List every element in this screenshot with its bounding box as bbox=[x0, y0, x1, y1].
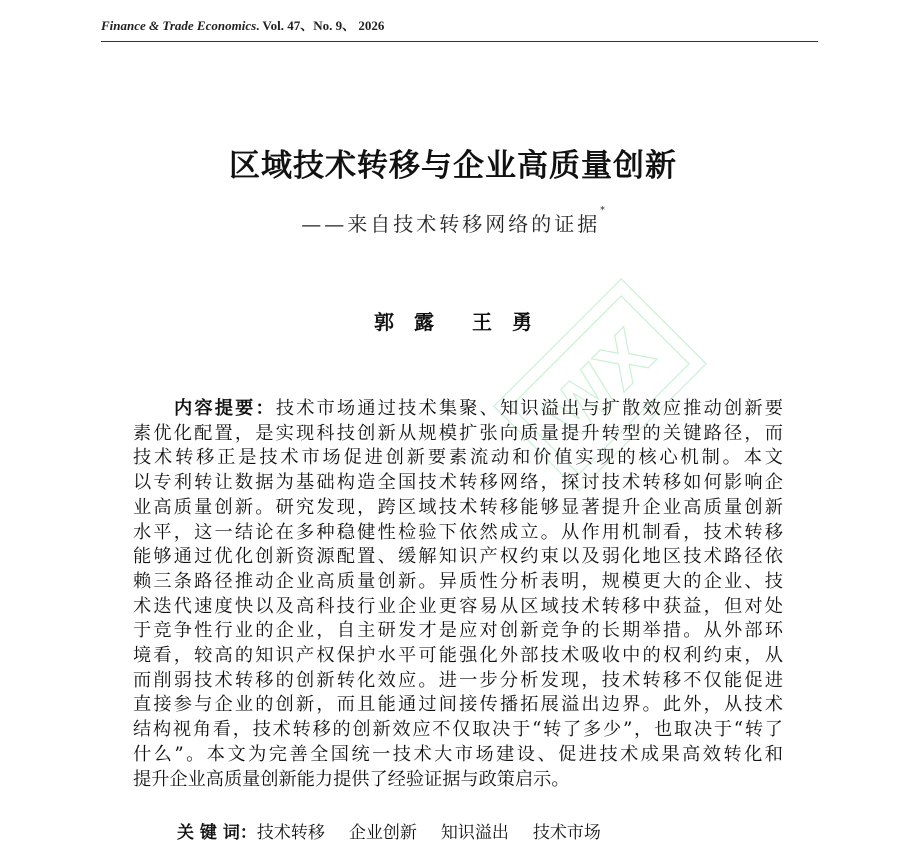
article-title: 区域技术转移与企业高质量创新 bbox=[229, 148, 677, 184]
footnote-mark: * bbox=[600, 206, 605, 216]
abstract-line: 术迭代速度快以及高科技行业企业更容易从区域技术转移中获益，但对处 bbox=[133, 595, 783, 617]
keywords-label: 关 键 词： bbox=[177, 823, 257, 843]
keyword-item: 知识溢出 bbox=[440, 823, 509, 843]
abstract-line: 内容提要：技术市场通过技术集聚、知识溢出与扩散效应推动创新要 bbox=[174, 398, 783, 419]
authors bbox=[0, 306, 906, 335]
abstract-label: 内容提要： bbox=[174, 398, 276, 419]
keyword-item: 技术市场 bbox=[532, 823, 601, 843]
abstract-line: 提升企业高质量创新能力提供了经验证据与政策启示。 bbox=[133, 768, 570, 790]
running-head bbox=[101, 15, 384, 34]
keyword-item: 技术转移 bbox=[256, 823, 325, 843]
journal-volume: . Vol. 47、No. 9、 2026 bbox=[256, 18, 385, 33]
abstract-line: 而削弱技术转移的创新转化效应。进一步分析发现，技术转移不仅能促进 bbox=[133, 669, 783, 691]
abstract-line: 以专利转让数据为基础构造全国技术转移网络，探讨技术转移如何影响企 bbox=[133, 472, 783, 494]
journal-name: Finance & Trade Economics bbox=[101, 18, 257, 33]
author-name: 郭 露 bbox=[374, 310, 434, 334]
subtitle-text: ——来自技术转移网络的证据 bbox=[301, 212, 601, 236]
watermark-text: WX bbox=[532, 317, 670, 455]
abstract-line: 能够通过优化创新资源配置、缓解知识产权约束以及弱化地区技术路径依 bbox=[133, 546, 783, 568]
abstract-line: 业高质量创新。研究发现，跨区域技术转移能够显著提升企业高质量创新 bbox=[133, 496, 783, 518]
abstract-line: 结构视角看，技术转移的创新效应不仅取决于“转了多少”，也取决于“转了 bbox=[133, 719, 783, 741]
abstract-line: 直接参与企业的创新，而且能通过间接传播拓展溢出边界。此外，从技术 bbox=[133, 694, 783, 716]
abstract-line: 境看，较高的知识产权保护水平可能强化外部技术吸收中的权利约束，从 bbox=[133, 645, 783, 667]
abstract-line: 什么”。本文为完善全国统一技术大市场建设、促进技术成果高效转化和 bbox=[133, 743, 783, 765]
keyword-item: 企业创新 bbox=[348, 823, 417, 843]
abstract bbox=[133, 397, 783, 792]
keywords bbox=[177, 818, 625, 843]
article-subtitle bbox=[0, 208, 906, 237]
abstract-line: 水平，这一结论在多种稳健性检验下依然成立。从作用机制看，技术转移 bbox=[133, 521, 783, 543]
author-name: 王 勇 bbox=[472, 310, 532, 334]
abstract-line: 技术转移正是技术市场促进创新要素流动和价值实现的核心机制。本文 bbox=[133, 447, 783, 469]
abstract-line: 素优化配置，是实现科技创新从规模扩张向质量提升转型的关键路径，而 bbox=[133, 422, 783, 444]
abstract-line: 于竞争性行业的企业，自主研发才是应对创新竞争的长期举措。从外部环 bbox=[133, 620, 783, 642]
header-rule bbox=[101, 41, 818, 42]
abstract-line: 赖三条路径推动企业高质量创新。异质性分析表明，规模更大的企业、技 bbox=[133, 570, 783, 592]
